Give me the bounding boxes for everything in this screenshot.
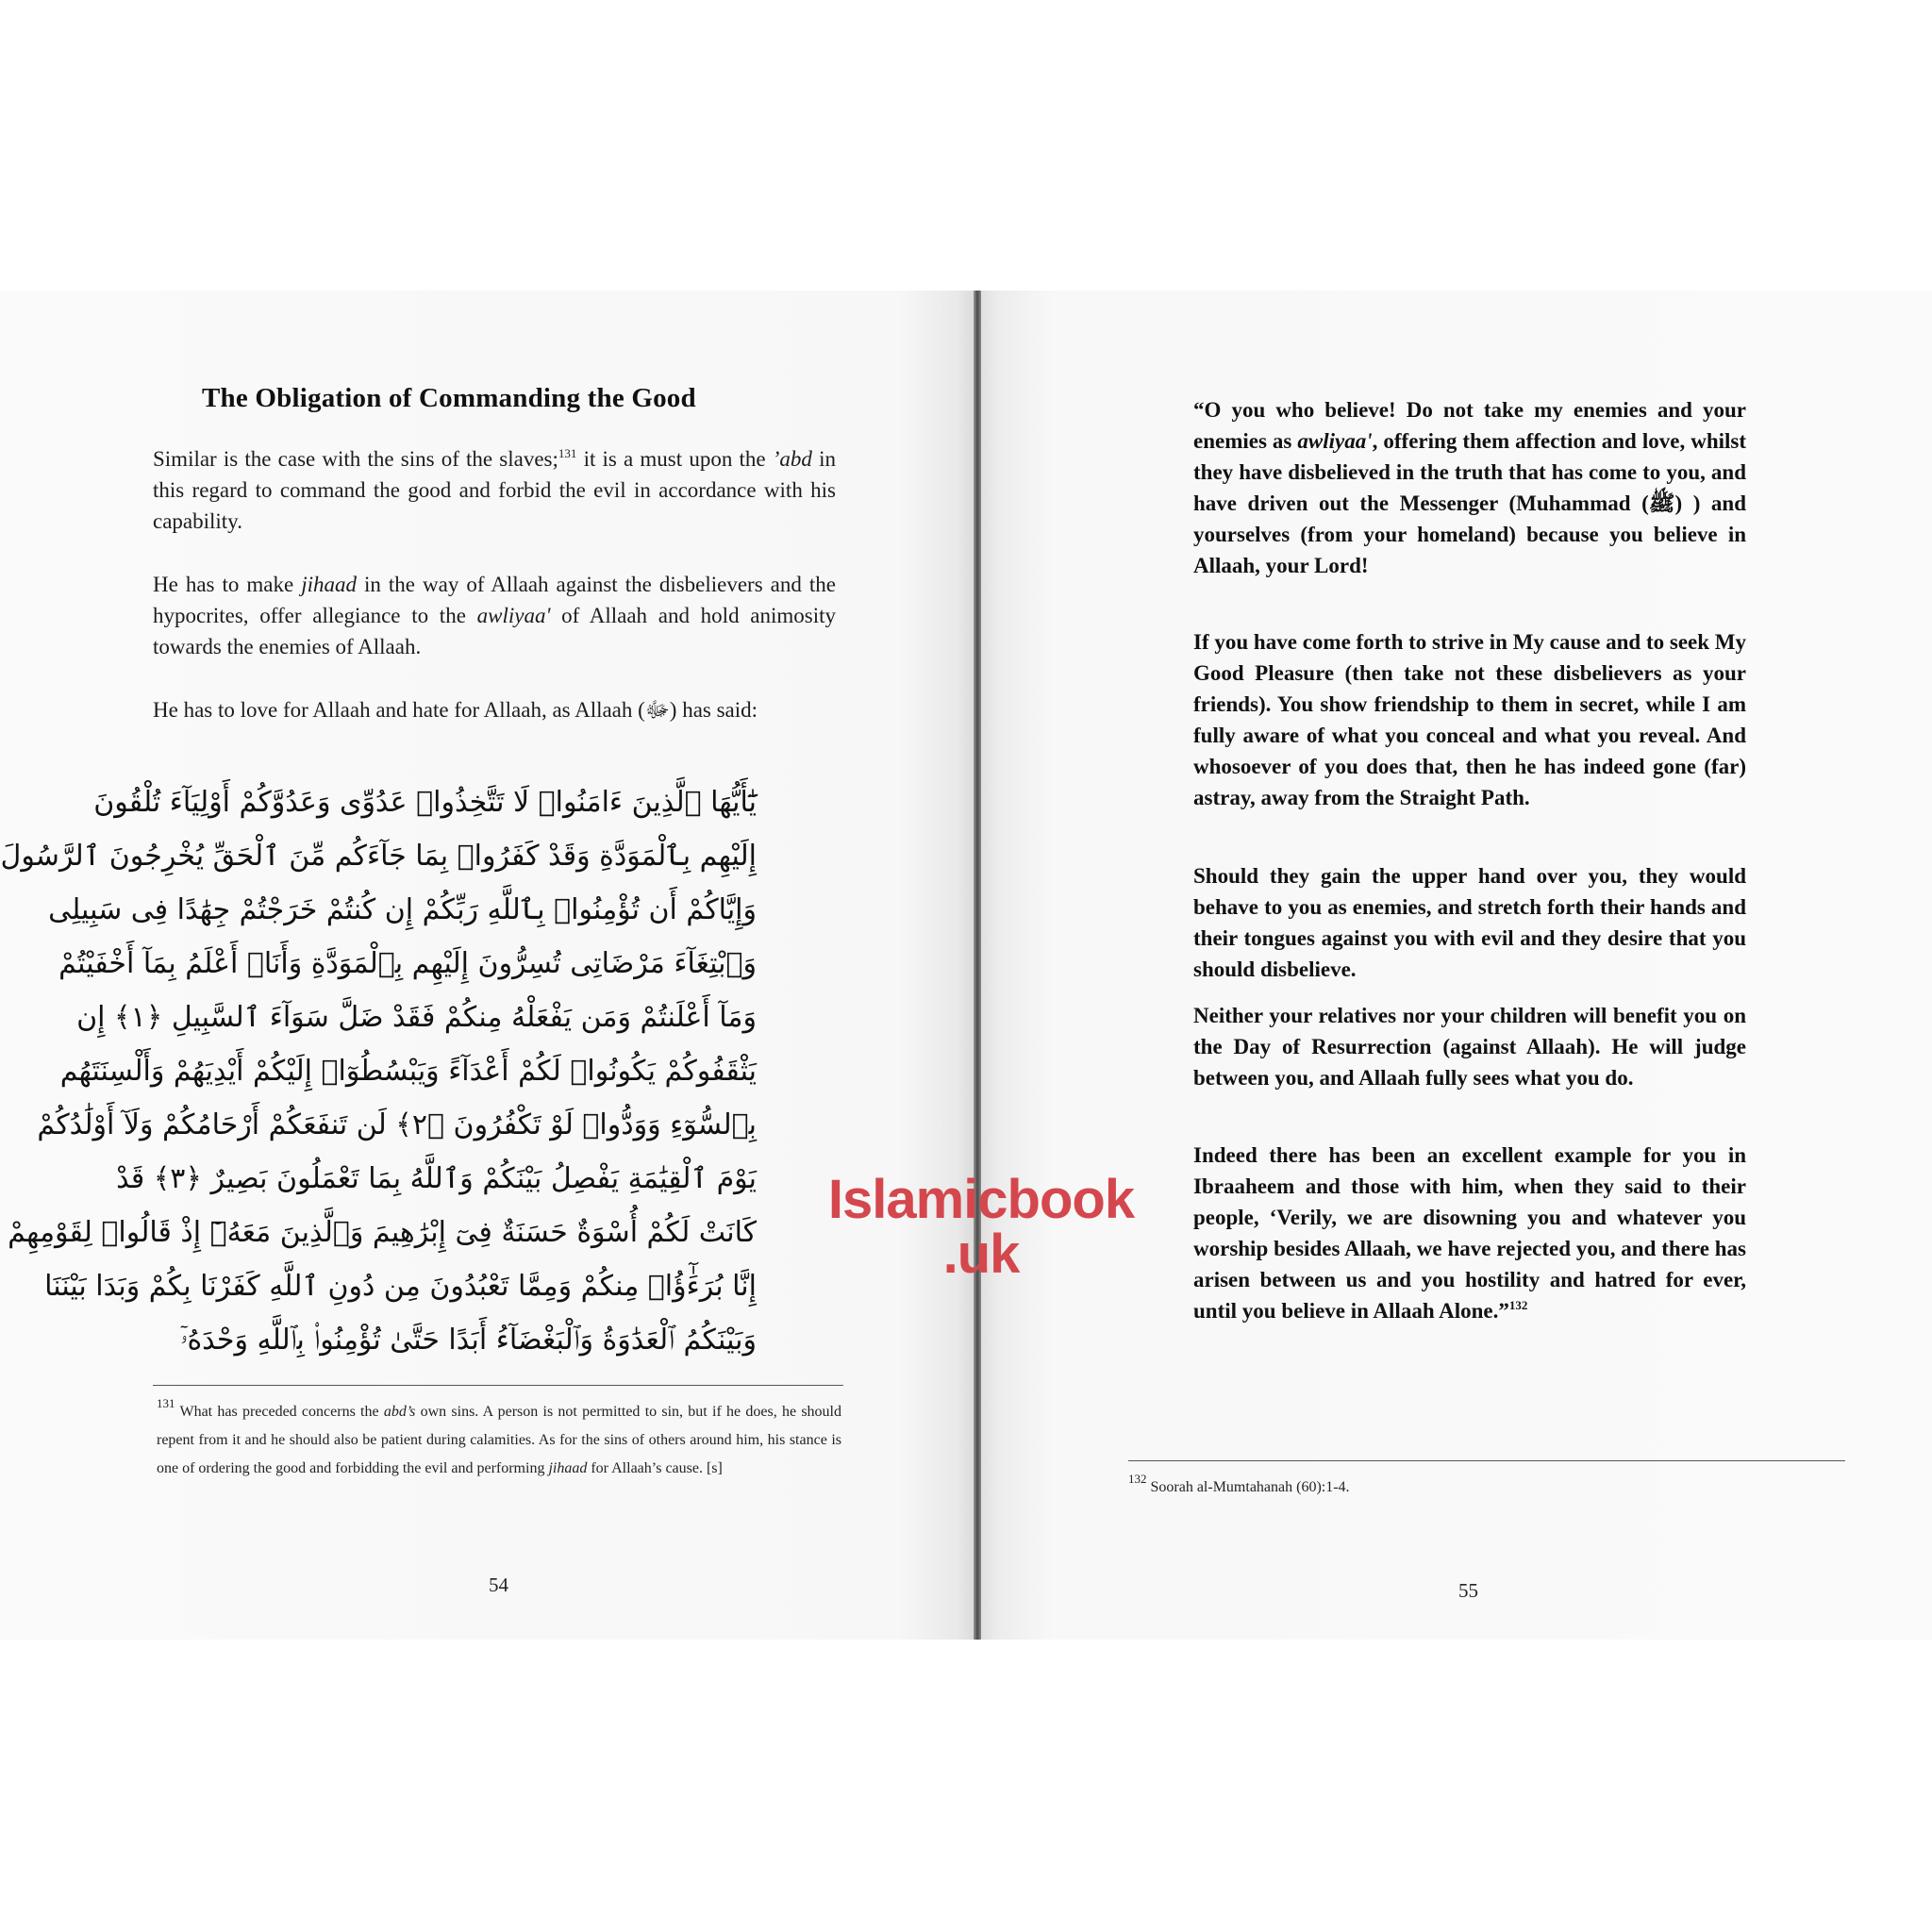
paragraph-sins-of-slaves <box>153 443 836 537</box>
arabic-line: يَٰٓأَيُّهَا ٱلَّذِينَ ءَامَنُوا۟ لَا تَتَّخِذُوا۟ عَدُوِّى وَعَدُوَّكُمْ أَوْلِيَآءَ تُلْقُونَ <box>93 786 757 819</box>
page-number: 55 <box>1458 1579 1478 1602</box>
p2-italic-awliyaa: awliyaa' <box>476 604 551 627</box>
rp5-text: Indeed there has been an excellent example for you in Ibraaheem and those with him, when they said to their people, ‘Verily, we are disowning you and whatever you worship besides Allaah, we have rejected you, and there has arisen between us and you hostility and hatred for ever, until you believe in Allaah Alone.” <box>1193 1143 1746 1323</box>
footnote-ref-132[interactable]: 132 <box>1508 1298 1528 1312</box>
quote-paragraph-1 <box>1193 394 1746 581</box>
arabic-line: وَبَيْنَكُمُ ٱلْعَدَٰوَةُ وَٱلْبَغْضَآءُ أَبَدًا حَتَّىٰ تُؤْمِنُوا۟ بِٱللَّهِ وَحْدَهُۥٓ <box>179 1324 757 1357</box>
section-heading: The Obligation of Commanding the Good <box>202 383 696 413</box>
quote-paragraph-3: Should they gain the upper hand over you, they would behave to you as enemies, and stretch forth their hands and their tongues against you with evil and they desire that you should disbelieve. <box>1193 864 1746 981</box>
arabic-line: وَٱبْتِغَآءَ مَرْضَاتِى تُسِرُّونَ إِلَيْهِم بِٱلْمَوَدَّةِ وَأَنَا۠ أَعْلَمُ بِمَآ أَخْفَيْتُمْ <box>58 947 757 980</box>
book-gutter <box>974 291 981 1640</box>
book-spread <box>0 291 1932 1640</box>
footnote-text-c: for Allaah’s cause. [s] <box>587 1460 723 1476</box>
arabic-line: يَوْمَ ٱلْقِيَٰمَةِ يَفْصِلُ بَيْنَكُمْ وَٱللَّهُ بِمَا تَعْمَلُونَ بَصِيرٌ ﴿٣﴾ قَدْ <box>116 1162 757 1195</box>
p2-text-a: He has to make <box>153 573 302 596</box>
footnote-divider <box>1128 1460 1845 1461</box>
quote-paragraph-5 <box>1193 1140 1746 1326</box>
footnote-number: 131 <box>157 1396 175 1410</box>
p2-italic-jihaad: jihaad <box>301 573 357 596</box>
rp1-text-a: “O you who believe! Do not take my enemies and your enemies as <box>1193 398 1746 453</box>
footnote-132 <box>1128 1474 1845 1502</box>
arabic-line: إِنَّا بُرَءَٰٓؤُا۟ مِنكُمْ وَمِمَّا تَعْبُدُونَ مِن دُونِ ٱللَّهِ كَفَرْنَا بِكُمْ وَبَدَا بَيْنَنَا <box>44 1270 757 1303</box>
quran-verses-arabic <box>0 775 757 1367</box>
footnote-number: 132 <box>1128 1472 1147 1486</box>
right-page <box>977 291 1932 1640</box>
page-number: 54 <box>489 1574 508 1596</box>
footnote-text: Soorah al-Mumtahanah (60):1-4. <box>1146 1479 1350 1495</box>
arabic-line: وَمَآ أَعْلَنتُمْ وَمَن يَفْعَلْهُ مِنكُمْ فَقَدْ ضَلَّ سَوَآءَ ٱلسَّبِيلِ ﴿١﴾ إِن <box>76 1001 757 1034</box>
arabic-line: يَثْقَفُوكُمْ يَكُونُوا۟ لَكُمْ أَعْدَآءً وَيَبْسُطُوٓا۟ إِلَيْكُمْ أَيْدِيَهُمْ وَأَلْسِنَتَهُم <box>59 1055 757 1088</box>
paragraph-jihaad <box>153 569 836 662</box>
paragraph-love-for-allaah: He has to love for Allaah and hate for Allaah, as Allaah (ﷻ) has said: <box>153 698 758 722</box>
footnote-ref-131[interactable]: 131 <box>558 446 577 460</box>
p1-text-a: Similar is the case with the sins of the slaves; <box>153 447 558 471</box>
footnote-italic-jihaad: jihaad <box>548 1460 588 1476</box>
arabic-line: كَانَتْ لَكُمْ أُسْوَةٌ حَسَنَةٌ فِىٓ إِبْرَٰهِيمَ وَٱلَّذِينَ مَعَهُۥٓ إِذْ قَالُوا۟ لِقَوْمِهِمْ <box>8 1216 757 1249</box>
footnote-131 <box>157 1398 841 1483</box>
p2-text-b: in the way of Allaah against the disbelievers and the hypocrites, offer allegiance to the <box>153 573 836 627</box>
footnote-italic-abds: abd’s <box>383 1404 416 1420</box>
p1-text-b: it is a must upon the <box>576 447 773 471</box>
watermark-line-1: Islamicbook <box>827 1169 1135 1230</box>
footnote-divider <box>153 1385 843 1386</box>
p1-text-c: in this regard to command the good and forbid the evil in accordance with his capability. <box>153 447 836 533</box>
rp1-text-b: , offering them affection and love, whilst they have disbelieved in the truth that has come to you, and have driven out the Messenger (Muhammad (ﷺ) ) and yourselves (from your homeland) because you believe in Allaah, your Lord! <box>1193 429 1746 577</box>
arabic-line: إِلَيْهِم بِٱلْمَوَدَّةِ وَقَدْ كَفَرُوا۟ بِمَا جَآءَكُم مِّنَ ٱلْحَقِّ يُخْرِجُونَ ٱلرَّسُولَ <box>0 840 757 873</box>
footnote-text-b: own sins. A person is not permitted to sin, but if he does, he should repent from it and he should also be patient during calamities. As for the sins of others around him, his stance is one of ordering the good and forbidding the evil and performing <box>157 1404 841 1476</box>
quote-paragraph-2: If you have come forth to strive in My cause and to seek My Good Pleasure (then take not these disbelievers as your friends). You show friendship to them in secret, while I am fully aware of what you conceal and what you reveal. And whosoever of you does that, then he has indeed gone (far) astray, away from the Straight Path. <box>1193 630 1746 809</box>
footnote-text-a: What has preceded concerns the <box>175 1404 384 1420</box>
left-page <box>0 291 977 1640</box>
rp1-italic-awliyaa: awliyaa' <box>1297 429 1373 453</box>
p1-italic-abd: ’abd <box>772 447 812 471</box>
arabic-line: بِٱلسُّوٓءِ وَوَدُّوا۟ لَوْ تَكْفُرُونَ ﴿٢﴾ لَن تَنفَعَكُمْ أَرْحَامُكُمْ وَلَآ أَوْلَٰدُكُمْ <box>37 1108 757 1141</box>
quote-paragraph-4: Neither your relatives nor your children will benefit you on the Day of Resurrection (against Allaah). He will judge between you, and Allaah fully sees what you do. <box>1193 1004 1746 1090</box>
arabic-line: وَإِيَّاكُمْ أَن تُؤْمِنُوا۟ بِٱللَّهِ رَبِّكُمْ إِن كُنتُمْ خَرَجْتُمْ جِهَٰدًا فِى سَبِيلِى <box>48 893 757 926</box>
watermark-line-2: .uk <box>942 1224 1020 1285</box>
watermark <box>792 1169 1170 1285</box>
p2-text-c: of Allaah and hold animosity towards the enemies of Allaah. <box>153 604 837 658</box>
